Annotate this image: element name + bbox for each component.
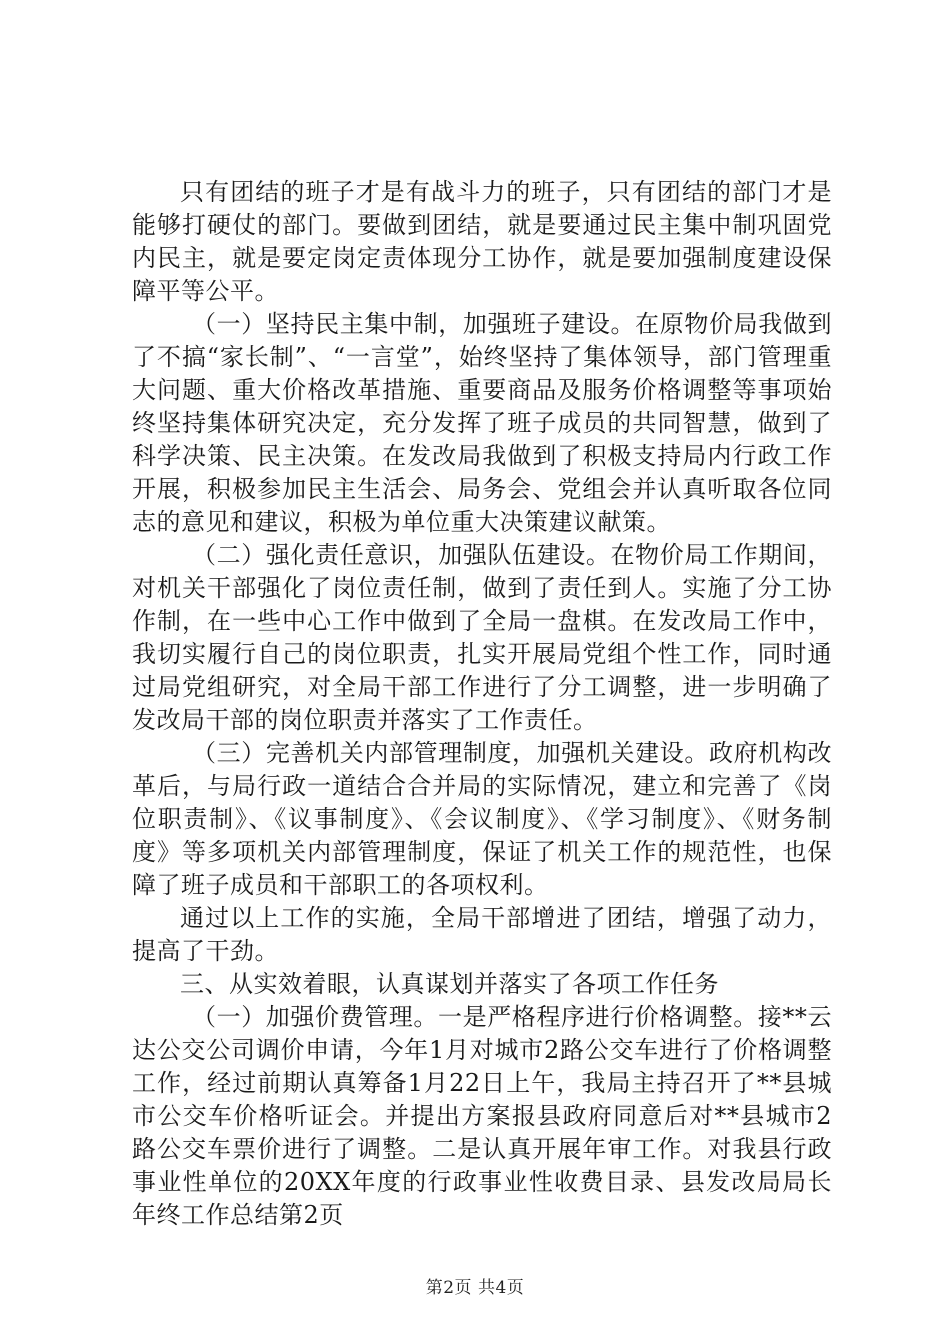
section-heading-three: 三、从实效着眼，认真谋划并落实了各项工作任务: [180, 970, 719, 998]
document-body: [132, 176, 832, 1232]
paragraph-democratic-centralism: （一）坚持民主集中制，加强班子建设。在原物价局我做到了不搞“家长制”、“一言堂”，始终坚持了集体领导，部门管理重大问题、重大价格改革措施、重要商品及服务价格调整等事项始终坚持集体研究决定，充分发挥了班子成员的共同智慧，做到了科学决策、民主决策。在发改局我做到了积极支持局内行政工作开展，积极参加民主生活会、局务会、党组会并认真听取各位同志的意见和建议，积极为单位重大决策建议献策。: [132, 310, 832, 536]
paragraph-unity: 只有团结的班子才是有战斗力的班子，只有团结的部门才是能够打硬仗的部门。要做到团结，就是要通过民主集中制巩固党内民主，就是要定岗定责体现分工协作，就是要加强制度建设保障平等公平。: [132, 178, 832, 305]
paragraph-responsibility: （二）强化责任意识，加强队伍建设。在物价局工作期间，对机关干部强化了岗位责任制，做到了责任到人。实施了分工协作制，在一些中心工作中做到了全局一盘棋。在发改局工作中，我切实履行自己的岗位职责，扎实开展局党组个性工作，同时通过局党组研究，对全局干部工作进行了分工调整，进一步明确了发改局干部的岗位职责并落实了工作责任。: [132, 541, 832, 734]
paragraph-results: 通过以上工作的实施，全局干部增进了团结，增强了动力，提高了干劲。: [132, 904, 832, 965]
page-footer: 第2页 共4页: [425, 1278, 525, 1298]
paragraph-price-management: （一）加强价费管理。一是严格程序进行价格调整。接**云达公交公司调价申请，今年1月对城市2路公交车进行了价格调整工作，经过前期认真筹备1月22日上午，我局主持召开了**县城市公交车价格听证会。并提出方案报县政府同意后对**县城市2路公交车票价进行了调整。二是认真开展年审工作。对我县行政事业性单位的20XX年度的行政事业性收费目录、县发改局局长年终工作总结第2页: [132, 1003, 832, 1229]
paragraph-management-system: （三）完善机关内部管理制度，加强机关建设。政府机构改革后，与局行政一道结合合并局的实际情况，建立和完善了《岗位职责制》、《议事制度》、《会议制度》、《学习制度》、《财务制度》等多项机关内部管理制度，保证了机关工作的规范性，也保障了班子成员和干部职工的各项权利。: [132, 739, 832, 899]
